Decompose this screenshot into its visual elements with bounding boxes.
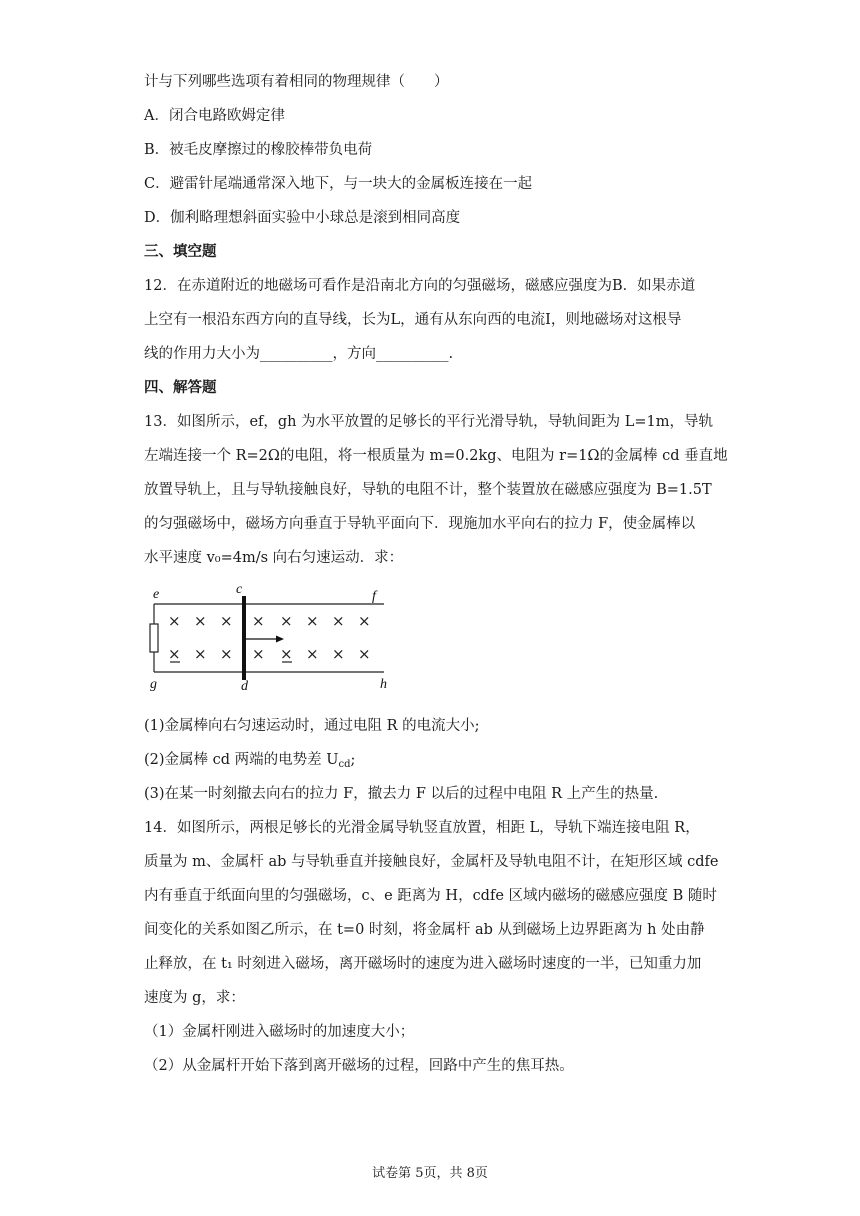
q13-line-3: 放置导轨上，且与导轨接触良好，导轨的电阻不计，整个装置放在磁感应强度为 B=1.5T xyxy=(144,482,712,498)
field-cross: × xyxy=(358,612,371,630)
q11-option-d: D．伽利略理想斜面实验中小球总是滚到相同高度 xyxy=(144,210,461,226)
q12-line-3: 线的作用力大小为__________，方向__________. xyxy=(144,346,454,362)
field-cross: × xyxy=(306,645,319,663)
field-cross: × xyxy=(306,612,319,630)
field-cross: × xyxy=(252,645,265,663)
label-c: c xyxy=(236,582,243,597)
label-e: e xyxy=(153,587,160,602)
q11-option-c: C．避雷针尾端通常深入地下，与一块大的金属板连接在一起 xyxy=(144,176,533,192)
q11-option-b: B．被毛皮摩擦过的橡胶棒带负电荷 xyxy=(144,142,373,158)
field-cross: × xyxy=(194,612,207,630)
q11-option-a: A．闭合电路欧姆定律 xyxy=(144,108,285,124)
magnetic-field-crosses xyxy=(168,612,371,663)
label-h: h xyxy=(380,677,387,692)
field-cross: × xyxy=(252,612,265,630)
page-footer: 试卷第 5页，共 8页 xyxy=(372,1166,488,1181)
q14-line-3: 内有垂直于纸面向里的匀强磁场，c、e 距离为 H，cdfe 区域内磁场的磁感应强度 B 随时 xyxy=(144,888,717,904)
q13-part-2-end: ; xyxy=(350,752,356,768)
field-cross: × xyxy=(194,645,207,663)
q14-line-2: 质量为 m、金属杆 ab 与导轨垂直并接触良好，金属杆及导轨电阻不计，在矩形区域 cdfe xyxy=(144,854,719,870)
q13-part-2-text: (2)金属棒 cd 两端的电势差 U xyxy=(144,752,339,768)
field-cross: × xyxy=(358,645,371,663)
q14-line-1: 14．如图所示，两根足够长的光滑金属导轨竖直放置，相距 L，导轨下端连接电阻 R， xyxy=(144,820,700,836)
section-title-solve: 四、解答题 xyxy=(144,379,217,396)
resistor-r xyxy=(150,624,158,652)
q14-line-5: 止释放，在 t₁ 时刻进入磁场，离开磁场时的速度为进入磁场时速度的一半，已知重力加 xyxy=(144,956,702,972)
q13-part-1: (1)金属棒向右匀速运动时，通过电阻 R 的电流大小; xyxy=(144,718,480,734)
q14-part-2: （2）从金属杆开始下落到离开磁场的过程，回路中产生的焦耳热。 xyxy=(144,1058,574,1074)
field-cross: × xyxy=(280,612,293,630)
field-cross: × xyxy=(168,645,181,663)
field-cross: × xyxy=(220,645,233,663)
field-cross: × xyxy=(168,612,181,630)
q14-line-6: 速度为 g，求： xyxy=(144,990,245,1006)
section-title-fill-in: 三、填空题 xyxy=(144,243,217,260)
velocity-arrow xyxy=(246,636,284,643)
label-d: d xyxy=(241,679,248,692)
q13-part-3: (3)在某一时刻撤去向右的拉力 F，撤去力 F 以后的过程中电阻 R 上产生的热量. xyxy=(144,786,659,802)
q14-part-1: （1）金属杆刚进入磁场时的加速度大小； xyxy=(144,1024,415,1040)
q13-part-2-subscript: cd xyxy=(338,759,351,770)
q13-line-5: 水平速度 v₀=4m/s 向右匀速运动．求： xyxy=(144,550,404,566)
field-cross: × xyxy=(332,612,345,630)
label-g: g xyxy=(150,677,157,692)
field-cross: × xyxy=(220,612,233,630)
q13-line-2: 左端连接一个 R=2Ω的电阻，将一根质量为 m=0.2kg、电阻为 r=1Ω的金属棒 cd 垂直地 xyxy=(144,448,728,464)
field-cross: × xyxy=(332,645,345,663)
field-cross: × xyxy=(280,645,293,663)
q13-line-1: 13．如图所示，ef，gh 为水平放置的足够长的平行光滑导轨，导轨间距为 L=1m，导轨 xyxy=(144,414,713,430)
rail-circuit-diagram xyxy=(140,582,400,692)
q14-line-4: 间变化的关系如图乙所示，在 t=0 时刻，将金属杆 ab 从到磁场上边界距离为 h 处由静 xyxy=(144,922,705,938)
q12-line-1: 12．在赤道附近的地磁场可看作是沿南北方向的匀强磁场，磁感应强度为B．如果赤道 xyxy=(144,278,696,294)
q13-line-4: 的匀强磁场中，磁场方向垂直于导轨平面向下．现施加水平向右的拉力 F，使金属棒以 xyxy=(144,516,696,532)
label-f: f xyxy=(372,589,376,604)
q11-stem-tail: 计与下列哪些选项有着相同的物理规律（ ） xyxy=(144,74,449,90)
q13-part-2 xyxy=(144,750,355,775)
q12-line-2: 上空有一根沿东西方向的直导线，长为L，通有从东向西的电流I，则地磁场对这根导 xyxy=(144,312,682,328)
